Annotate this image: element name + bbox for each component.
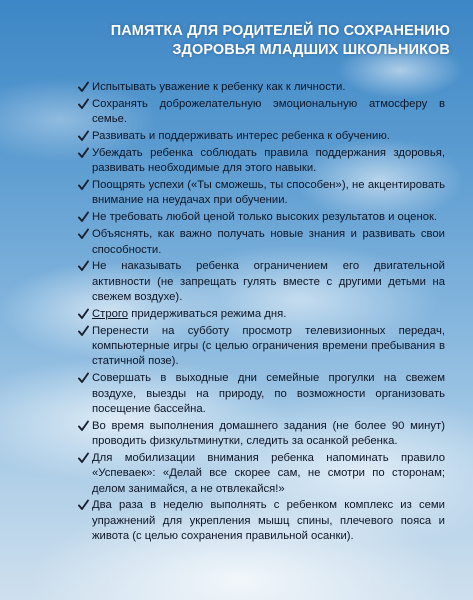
- item-text: Объяснять, как важно получать новые знания и развивать свои способности.: [92, 228, 445, 256]
- list-item: [78, 80, 445, 95]
- list-item: [78, 419, 445, 450]
- checkmark-icon: [78, 260, 89, 272]
- list-item: [78, 146, 445, 177]
- item-text: Сохранять доброжелательную эмоциональную атмосферу в семье.: [92, 97, 445, 126]
- item-text: придерживаться режима дня.: [128, 307, 287, 320]
- item-text: Не наказывать ребенка ограничением его двигательной активности (не запрещать гулять вместе с другими детьми на свежем воздухе).: [92, 260, 445, 304]
- title-line-1: ПАМЯТКА ДЛЯ РОДИТЕЛЕЙ ПО СОХРАНЕНИЮ: [110, 23, 450, 39]
- checkmark-icon: [78, 372, 89, 384]
- list-item: [78, 371, 445, 417]
- item-text: Убеждать ребенка соблюдать правила поддержания здоровья, развивать необходимые для этого навыки.: [92, 146, 445, 175]
- item-text: Перенести на субботу просмотр телевизионных передач, компьютерные игры (с целью ограничения времени пребывания в статичной позе).: [92, 324, 445, 368]
- checkmark-icon: [78, 147, 89, 159]
- item-text: Во время выполнения домашнего задания (не более 90 минут) проводить физкультминутки, следить за осанкой ребенка.: [92, 419, 445, 448]
- page-header: [20, 22, 450, 60]
- item-underlined-word: Строго: [92, 307, 129, 320]
- list-item: [78, 178, 445, 209]
- advice-list: [78, 80, 445, 546]
- checkmark-icon: [78, 81, 89, 93]
- checkmark-icon: [78, 130, 89, 142]
- item-text: Для мобилизации внимания ребенка напоминать правило «Успеваек»: «Делай все скорее сам, не смотри по сторонам; делом занимайся, а не отвлекайся!»: [92, 451, 445, 495]
- checkmark-icon: [78, 325, 89, 337]
- checkmark-icon: [78, 211, 89, 223]
- checkmark-icon: [78, 452, 89, 464]
- item-text: Развивать и поддерживать интерес ребенка к обучению.: [92, 130, 390, 143]
- list-item: [78, 259, 445, 305]
- checkmark-icon: [78, 420, 89, 432]
- list-item: [78, 307, 445, 322]
- list-item: [78, 451, 445, 497]
- list-item: [78, 324, 445, 370]
- checkmark-icon: [78, 308, 89, 320]
- list-item: [78, 129, 445, 144]
- list-item: [78, 227, 445, 258]
- checkmark-icon: [78, 228, 89, 240]
- checkmark-icon: [78, 499, 89, 511]
- item-text: Два раза в неделю выполнять с ребенком комплекс из семи упражнений для укрепления мышц спины, плечевого пояса и живота (с целью сохранения правильной осанки).: [92, 499, 445, 543]
- list-item: [78, 210, 445, 225]
- title-line-2: ЗДОРОВЬЯ МЛАДШИХ ШКОЛЬНИКОВ: [172, 42, 450, 58]
- item-text: Поощрять успехи («Ты сможешь, ты способен»), не акцентировать внимание на неудачах при обучении.: [92, 179, 445, 207]
- list-item: [78, 498, 445, 544]
- item-text: Испытывать уважение к ребенку как к личности.: [92, 81, 346, 93]
- list-item: [78, 97, 445, 128]
- checkmark-icon: [78, 98, 89, 110]
- checkmark-icon: [78, 179, 89, 191]
- item-text: Не требовать любой ценой только высоких результатов и оценок.: [92, 211, 438, 224]
- item-text: Совершать в выходные дни семейные прогулки на свежем воздухе, выезды на природу, по возможности организовать посещение бассейна.: [92, 372, 445, 415]
